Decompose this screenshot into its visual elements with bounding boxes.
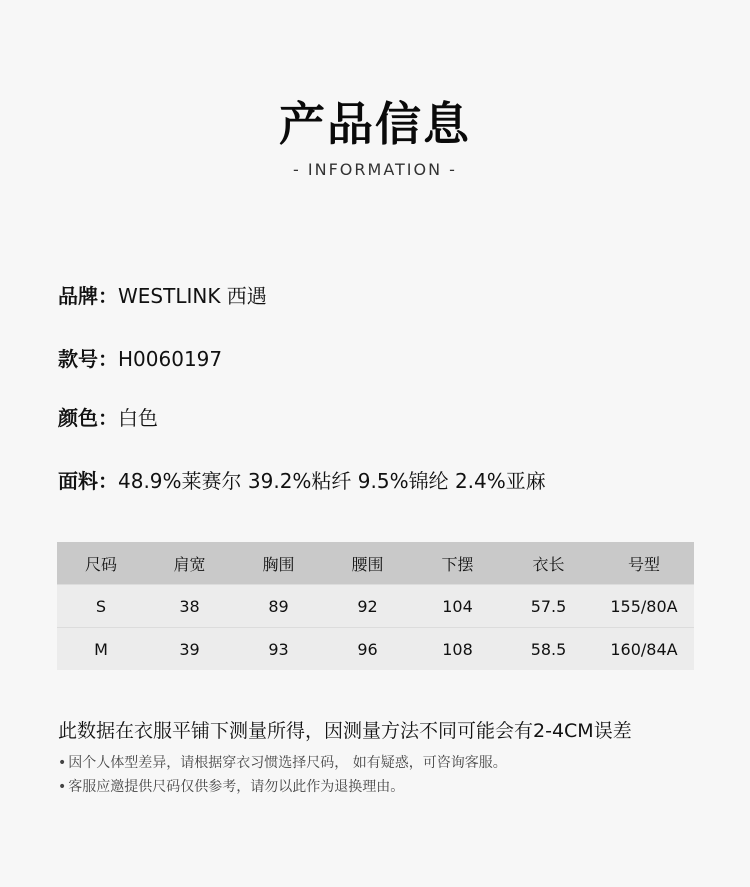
header-waist: 腰围 xyxy=(323,542,412,585)
table-cell: 160/84A xyxy=(594,628,694,671)
style-number-value: H0060197 xyxy=(118,347,223,371)
page-title: 产品信息 xyxy=(279,97,471,151)
bullet-icon: • xyxy=(58,779,67,795)
fabric-value: 48.9%莱赛尔 39.2%粘纤 9.5%锦纶 2.4%亚麻 xyxy=(118,469,546,493)
info-row-brand xyxy=(58,280,267,309)
info-row-fabric xyxy=(58,465,546,494)
header-shoulder: 肩宽 xyxy=(145,542,234,585)
note-item-text: 客服应邀提供尺码仅供参考，请勿以此作为退换理由。 xyxy=(68,779,405,795)
header-size: 尺码 xyxy=(57,542,145,585)
info-row-color xyxy=(58,402,158,431)
info-row-style-number xyxy=(58,343,222,372)
table-cell: S xyxy=(57,585,145,628)
style-number-label: 款号： xyxy=(58,347,118,371)
table-cell: 89 xyxy=(234,585,323,628)
note-item-text: 因个人体型差异，请根据穿衣习惯选择尺码， 如有疑惑，可咨询客服。 xyxy=(68,755,507,771)
header-chest: 胸围 xyxy=(234,542,323,585)
fabric-label: 面料： xyxy=(58,469,118,493)
table-cell: 57.5 xyxy=(503,585,594,628)
table-cell: 155/80A xyxy=(594,585,694,628)
page-subtitle: - INFORMATION - xyxy=(293,160,457,179)
table-cell: 108 xyxy=(412,628,503,671)
table-row xyxy=(57,628,694,671)
color-value: 白色 xyxy=(118,406,158,430)
size-table-header-row xyxy=(57,542,694,585)
table-cell: 92 xyxy=(323,585,412,628)
bullet-icon: • xyxy=(58,755,67,771)
header-hem: 下摆 xyxy=(412,542,503,585)
table-cell: 96 xyxy=(323,628,412,671)
size-table xyxy=(57,542,694,670)
brand-label: 品牌： xyxy=(58,284,118,308)
header-fit-code: 号型 xyxy=(594,542,694,585)
brand-value: WESTLINK 西遇 xyxy=(118,284,267,308)
measurement-note: 此数据在衣服平铺下测量所得，因测量方法不同可能会有2-4CM误差 xyxy=(58,720,632,742)
table-cell: 93 xyxy=(234,628,323,671)
table-row xyxy=(57,585,694,628)
note-item xyxy=(58,752,507,772)
table-cell: M xyxy=(57,628,145,671)
table-cell: 38 xyxy=(145,585,234,628)
table-cell: 104 xyxy=(412,585,503,628)
header-length: 衣长 xyxy=(503,542,594,585)
color-label: 颜色： xyxy=(58,406,118,430)
table-cell: 39 xyxy=(145,628,234,671)
note-item xyxy=(58,776,404,796)
table-cell: 58.5 xyxy=(503,628,594,671)
